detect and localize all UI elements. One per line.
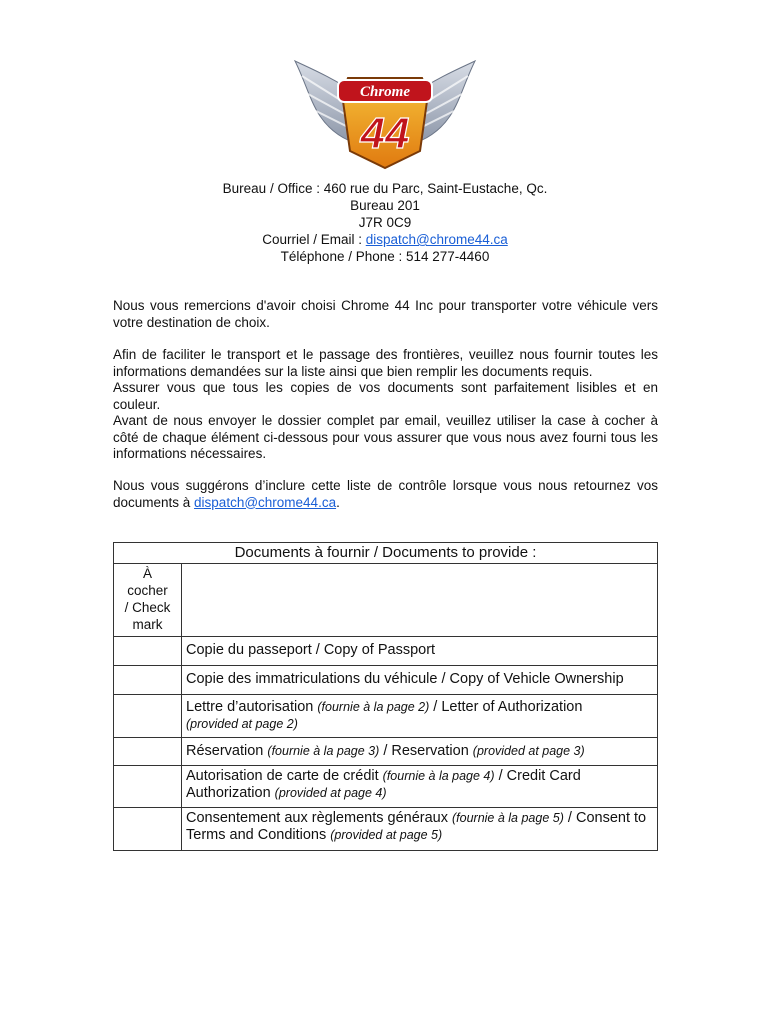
intro-paragraph-1: Nous vous remercions d'avoir choisi Chrome 44 Inc pour transporter votre véhicule vers votre destination de choix.	[113, 298, 658, 330]
table-row: Consentement aux règlements généraux (fournie à la page 5) / Consent to Terms and Conditions (provided at page 5)	[182, 808, 658, 851]
phone-line: Téléphone / Phone : 514 277-4460	[280, 249, 490, 264]
table-row: Autorisation de carte de crédit (fournie à la page 4) / Credit Card Authorization (provided at page 4)	[182, 766, 658, 808]
checkbox-cell[interactable]	[114, 738, 182, 766]
svg-text:44: 44	[360, 109, 410, 158]
instructions-2: Assurer vous que tous les copies de vos documents sont parfaitement lisibles et en couleur.	[113, 380, 658, 412]
checkbox-cell[interactable]	[114, 766, 182, 808]
table-row: Copie du passeport / Copy of Passport	[182, 637, 658, 666]
table-row: Copie des immatriculations du véhicule / Copy of Vehicle Ownership	[182, 666, 658, 695]
address-line-2: Bureau 201	[350, 198, 420, 213]
address-line-1: Bureau / Office : 460 rue du Parc, Saint-Eustache, Qc.	[222, 181, 548, 196]
intro-paragraph-3: Nous vous suggérons d’inclure cette liste de contrôle lorsque vous nous retournez vos documents à dispatch@chrome44.ca.	[113, 478, 658, 510]
svg-text:Chrome: Chrome	[359, 84, 411, 100]
table-row: Lettre d’autorisation (fournie à la page 2) / Letter of Authorization (provided at page 2)	[182, 695, 658, 738]
address-line-3: J7R 0C9	[358, 215, 412, 230]
check-column-header: À cocher / Check mark	[114, 564, 182, 637]
email-line	[0, 231, 770, 248]
email-link[interactable]: dispatch@chrome44.ca	[365, 232, 508, 247]
instructions-1: Afin de faciliter le transport et le passage des frontières, veuillez nous fournir toutes les informations demandées sur la liste ainsi que bien remplir les documents requis.	[113, 347, 658, 379]
checkbox-cell[interactable]	[114, 695, 182, 738]
documents-checklist	[113, 542, 658, 851]
chrome44-logo	[290, 56, 480, 176]
office-address	[0, 180, 770, 265]
instructions-3: Avant de nous envoyer le dossier complet par email, veuillez utiliser la case à cocher à côté de chaque élément ci-dessous pour vous assurer que vous nous avez fourni tous les informations nécessaires.	[113, 413, 658, 461]
table-title: Documents à fournir / Documents to provide :	[114, 543, 658, 564]
intro-paragraph-2	[113, 347, 658, 463]
email-link-2[interactable]: dispatch@chrome44.ca	[194, 494, 337, 510]
email-label: Courriel / Email :	[262, 232, 366, 247]
checkbox-cell[interactable]	[114, 666, 182, 695]
header-spacer	[182, 564, 658, 637]
checkbox-cell[interactable]	[114, 808, 182, 851]
checkbox-cell[interactable]	[114, 637, 182, 666]
table-row: Réservation (fournie à la page 3) / Reservation (provided at page 3)	[182, 738, 658, 766]
